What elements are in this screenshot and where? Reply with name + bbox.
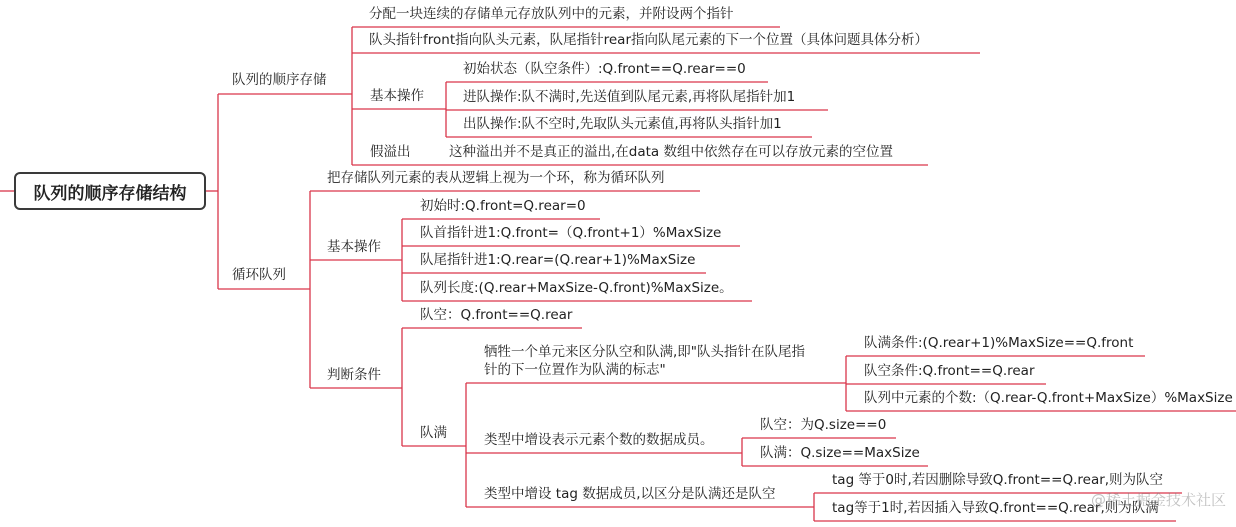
circ-op-front-inc: 队首指针进1:Q.front=（Q.front+1）%MaxSize [420, 225, 722, 241]
seq-alloc-text: 分配一块连续的存储单元存放队列中的元素，并附设两个指针 [369, 6, 734, 22]
seq-ops-label: 基本操作 [370, 88, 424, 104]
seq-storage-label: 队列的顺序存储 [232, 72, 327, 88]
circ-op-rear-inc: 队尾指针进1:Q.rear=(Q.rear+1)%MaxSize [420, 252, 696, 268]
full-method1-line2: 针的下一位置作为队满的标志" [484, 362, 666, 378]
circ-intro-text: 把存储队列元素的表从逻辑上视为一个环，称为循环队列 [327, 170, 665, 186]
seq-overflow-label: 假溢出 [370, 144, 411, 160]
root-node: 队列的顺序存储结构 [14, 172, 206, 210]
m1-count: 队列中元素的个数:（Q.rear-Q.front+MaxSize）%MaxSize [864, 390, 1233, 406]
circ-op-init: 初始时:Q.front=Q.rear=0 [420, 198, 586, 214]
m1-empty-cond: 队空条件:Q.front==Q.rear [864, 363, 1035, 379]
circ-op-length: 队列长度:(Q.rear+MaxSize-Q.front)%MaxSize。 [420, 280, 733, 296]
circ-ops-label: 基本操作 [327, 239, 381, 255]
full-method3-label: 类型中增设 tag 数据成员,以区分是队满还是队空 [484, 486, 776, 502]
seq-op-dequeue: 出队操作:队不空时,先取队头元素值,再将队头指针加1 [463, 116, 782, 132]
m3-tag1: tag等于1时,若因插入导致Q.front==Q.rear,则为队满 [832, 500, 1159, 516]
m3-tag0: tag 等于0时,若因删除导致Q.front==Q.rear,则为队空 [832, 472, 1164, 488]
circ-queue-label: 循环队列 [232, 267, 286, 283]
m1-full-cond: 队满条件:(Q.rear+1)%MaxSize==Q.front [864, 335, 1134, 351]
circ-empty-cond: 队空：Q.front==Q.rear [420, 307, 573, 323]
full-method1-line1: 牺牲一个单元来区分队空和队满,即"队头指针在队尾指 [484, 344, 806, 360]
m2-full: 队满：Q.size==MaxSize [760, 445, 920, 461]
m2-empty: 队空：为Q.size==0 [760, 417, 887, 433]
watermark: @稀土掘金技术社区 [1090, 491, 1226, 509]
seq-overflow-desc: 这种溢出并不是真正的溢出,在data 数组中依然存在可以存放元素的空位置 [449, 144, 893, 160]
seq-op-init: 初始状态（队空条件）:Q.front==Q.rear==0 [463, 61, 746, 77]
full-method2-label: 类型中增设表示元素个数的数据成员。 [484, 432, 714, 448]
circ-judge-label: 判断条件 [327, 367, 381, 383]
seq-pointer-text: 队头指针front指向队头元素，队尾指针rear指向队尾元素的下一个位置（具体问题具体分析） [369, 32, 928, 48]
circ-full-label: 队满 [420, 425, 447, 441]
seq-op-enqueue: 进队操作:队不满时,先送值到队尾元素,再将队尾指针加1 [463, 89, 796, 105]
